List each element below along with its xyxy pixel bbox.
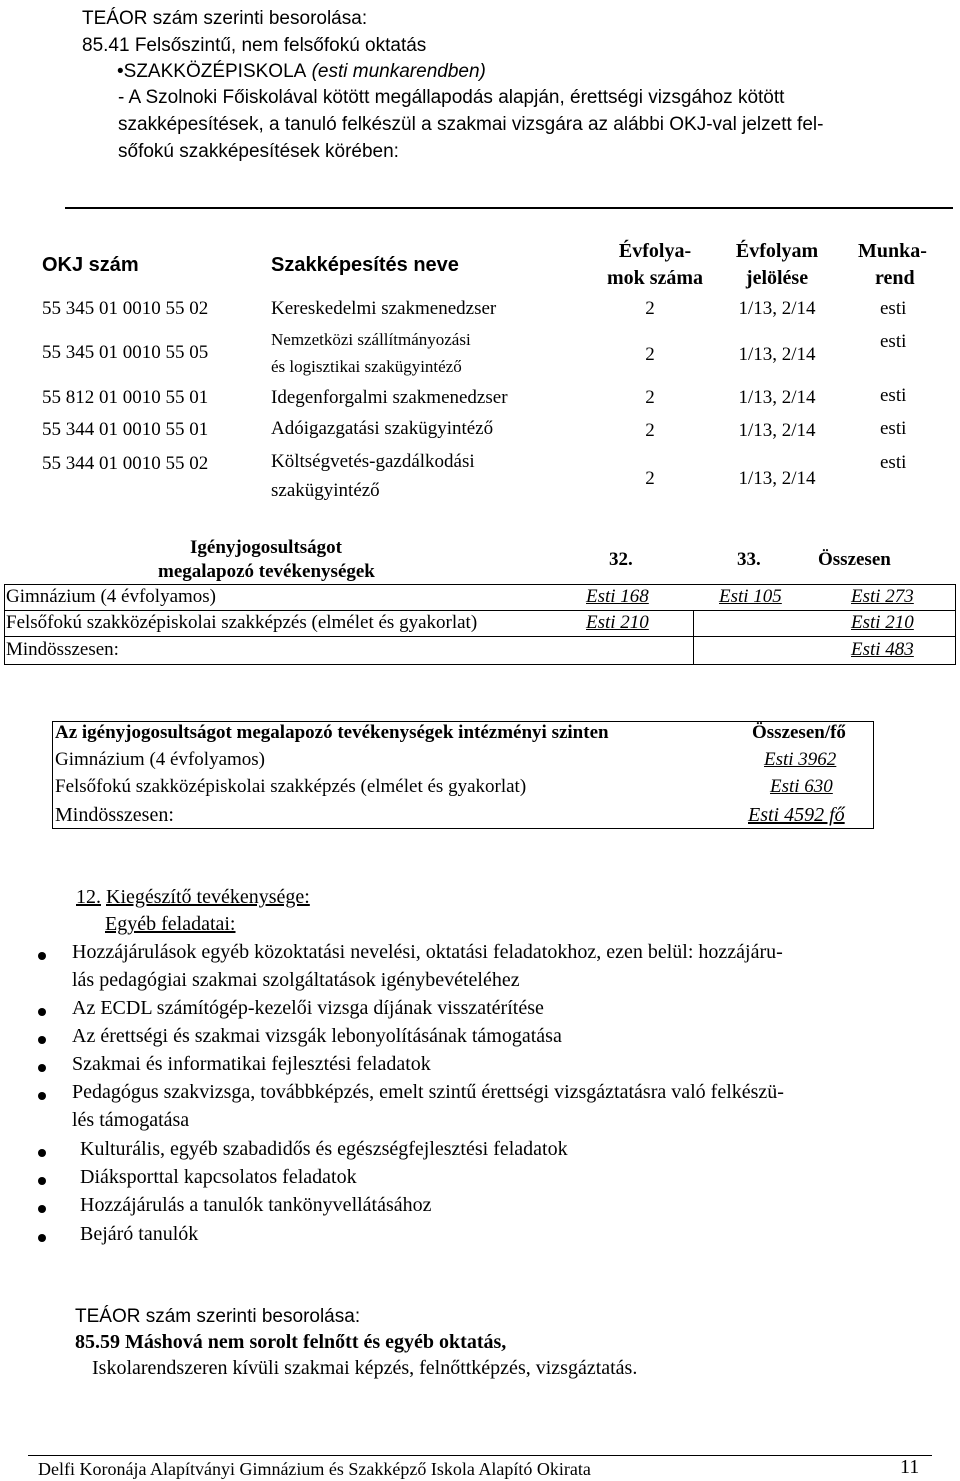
bullet-icon bbox=[38, 1149, 46, 1157]
entitlement-row-total: Esti 273 bbox=[851, 586, 914, 607]
institution-row-label: Gimnázium (4 évfolyamos) bbox=[55, 749, 266, 770]
okj-row-count: 2 bbox=[645, 468, 655, 489]
entitlement-row-total: Esti 210 bbox=[851, 612, 914, 633]
okj-row-name: Kereskedelmi szakmenedzser bbox=[271, 298, 497, 319]
institution-row-label: Mindösszesen: bbox=[55, 804, 174, 826]
list-item: Hozzájárulás a tanulók tankönyvellátásához bbox=[80, 1194, 432, 1216]
okj-row-mark: 1/13, 2/14 bbox=[738, 344, 816, 365]
page-number: 11 bbox=[900, 1456, 920, 1478]
entitlement-row-c32: Esti 210 bbox=[586, 612, 649, 633]
okj-row-number: 55 344 01 0010 55 02 bbox=[42, 453, 209, 474]
table-rule bbox=[4, 584, 956, 585]
okj-row-number: 55 344 01 0010 55 01 bbox=[42, 419, 209, 440]
description-line-2: szakképesítések, a tanuló felkészül a szakmai vizsgára az alábbi OKJ-val jelzett fel- bbox=[118, 114, 824, 135]
okj-row-count: 2 bbox=[645, 420, 655, 441]
entitlement-header-line1: Igényjogosultságot bbox=[190, 537, 343, 558]
bullet-icon bbox=[38, 1008, 46, 1016]
okj-row-mark: 1/13, 2/14 bbox=[738, 468, 816, 489]
supplementary-title: Kiegészítő tevékenysége: bbox=[106, 886, 310, 908]
section-divider bbox=[65, 207, 953, 209]
bullet-icon bbox=[38, 1092, 46, 1100]
description-line-1: - A Szolnoki Főiskolával kötött megállapodás alapján, érettségi vizsgához kötött bbox=[118, 87, 785, 108]
okj-row-name-line1: Nemzetközi szállítmányozási bbox=[271, 330, 471, 349]
okj-row-number: 55 345 01 0010 55 05 bbox=[42, 342, 209, 363]
table-rule bbox=[873, 721, 874, 828]
teaor-label: TEÁOR szám szerinti besorolása: bbox=[82, 8, 368, 29]
okj-row-mode: esti bbox=[880, 452, 907, 473]
supplementary-heading bbox=[76, 886, 310, 909]
okj-row-mode: esti bbox=[880, 385, 907, 406]
bottom-teaor-desc: Iskolarendszeren kívüli szakmai képzés, felnőttképzés, vizsgáztatás. bbox=[92, 1357, 638, 1379]
entitlement-header-line2: megalapozó tevékenységek bbox=[158, 561, 375, 582]
table-rule bbox=[52, 721, 53, 828]
okj-header-mode-1: Munka- bbox=[858, 240, 927, 262]
okj-row-name-line1: Költségvetés-gazdálkodási bbox=[271, 451, 475, 472]
school-type-note: (esti munkarendben) bbox=[306, 61, 486, 82]
okj-header-name: Szakképesítés neve bbox=[271, 254, 459, 276]
table-rule bbox=[4, 584, 5, 664]
table-rule bbox=[4, 610, 956, 611]
description-line-3: sőfokú szakképesítések körében: bbox=[118, 141, 399, 162]
okj-row-name-line2: és logisztikai szakügyintéző bbox=[271, 357, 462, 376]
school-type-label: •SZAKKÖZÉPISKOLA bbox=[117, 61, 307, 82]
bullet-icon bbox=[38, 1036, 46, 1044]
bottom-teaor-label: TEÁOR szám szerinti besorolása: bbox=[75, 1306, 361, 1327]
okj-header-count-1: Évfolya- bbox=[618, 240, 692, 262]
entitlement-row-label: Mindösszesen: bbox=[6, 639, 119, 660]
entitlement-col-33: 33. bbox=[737, 549, 761, 570]
list-item-continuation: lés támogatása bbox=[72, 1109, 190, 1131]
bullet-icon bbox=[38, 1234, 46, 1242]
footer-text: Delfi Koronája Alapítványi Gimnázium és Szakképző Iskola Alapító Okirata bbox=[38, 1459, 591, 1479]
bullet-icon bbox=[38, 952, 46, 960]
okj-row-count: 2 bbox=[645, 344, 655, 365]
entitlement-row-total: Esti 483 bbox=[851, 639, 914, 660]
entitlement-col-32: 32. bbox=[609, 549, 633, 570]
okj-row-mark: 1/13, 2/14 bbox=[738, 387, 816, 408]
okj-row-number: 55 345 01 0010 55 02 bbox=[42, 298, 209, 319]
list-item: Bejáró tanulók bbox=[80, 1223, 199, 1245]
list-item: Diáksporttal kapcsolatos feladatok bbox=[80, 1166, 357, 1188]
table-rule bbox=[955, 584, 956, 664]
okj-row-mode: esti bbox=[880, 331, 907, 352]
entitlement-row-c33: Esti 105 bbox=[719, 586, 782, 607]
entitlement-row-c32: Esti 168 bbox=[586, 586, 649, 607]
table-rule bbox=[4, 636, 956, 637]
okj-row-name-line2: szakügyintéző bbox=[271, 480, 380, 501]
bullet-icon bbox=[38, 1064, 46, 1072]
list-item: Az érettségi és szakmai vizsgák lebonyolításának támogatása bbox=[72, 1025, 562, 1047]
institution-row-value: Esti 3962 bbox=[764, 749, 837, 770]
okj-row-name: Idegenforgalmi szakmenedzser bbox=[271, 387, 508, 408]
list-item: Kulturális, egyéb szabadidős és egészségfejlesztési feladatok bbox=[80, 1138, 568, 1160]
institution-row-value: Esti 4592 fő bbox=[748, 804, 845, 826]
supplementary-number: 12. bbox=[76, 886, 101, 908]
okj-row-name: Adóigazgatási szakügyintéző bbox=[271, 418, 494, 439]
okj-header-mode-2: rend bbox=[875, 267, 915, 289]
institution-header: Az igényjogosultságot megalapozó tevékenységek intézményi szinten bbox=[55, 722, 609, 743]
okj-row-count: 2 bbox=[645, 387, 655, 408]
institution-row-label: Felsőfokú szakközépiskolai szakképzés (elmélet és gyakorlat) bbox=[55, 776, 527, 797]
bullet-icon bbox=[38, 1205, 46, 1213]
okj-row-mode: esti bbox=[880, 418, 907, 439]
table-rule bbox=[4, 664, 956, 665]
teaor-code-title: 85.41 Felsőszintű, nem felsőfokú oktatás bbox=[82, 35, 427, 56]
okj-header-mark-2: jelölése bbox=[745, 267, 809, 289]
institution-header-total: Összesen/fő bbox=[752, 722, 846, 743]
school-type bbox=[117, 59, 486, 85]
okj-row-mark: 1/13, 2/14 bbox=[738, 298, 816, 319]
okj-row-count: 2 bbox=[645, 298, 655, 319]
okj-header-count-2: mok száma bbox=[606, 267, 704, 289]
list-item: Az ECDL számítógép-kezelői vizsga díjának visszatérítése bbox=[72, 997, 544, 1019]
institution-row-value: Esti 630 bbox=[770, 776, 833, 797]
bottom-teaor-code-title: 85.59 Máshová nem sorolt felnőtt és egyéb oktatás, bbox=[75, 1331, 507, 1353]
table-rule bbox=[52, 828, 874, 829]
list-item: Hozzájárulások egyéb közoktatási nevelési, oktatási feladatokhoz, ezen belül: hozzájáru- bbox=[72, 941, 783, 963]
okj-header-mark-1: Évfolyam bbox=[735, 240, 819, 262]
okj-row-mark: 1/13, 2/14 bbox=[738, 420, 816, 441]
entitlement-row-label: Felsőfokú szakközépiskolai szakképzés (elmélet és gyakorlat) bbox=[6, 612, 478, 633]
entitlement-col-total: Összesen bbox=[818, 549, 891, 570]
list-item: Szakmai és informatikai fejlesztési feladatok bbox=[72, 1053, 431, 1075]
okj-header-number: OKJ szám bbox=[42, 254, 139, 276]
footer-rule bbox=[28, 1455, 932, 1456]
entitlement-row-label: Gimnázium (4 évfolyamos) bbox=[6, 586, 217, 607]
bullet-icon bbox=[38, 1177, 46, 1185]
table-rule bbox=[693, 610, 694, 664]
supplementary-subtitle: Egyéb feladatai: bbox=[105, 913, 236, 935]
list-item-continuation: lás pedagógiai szakmai szolgáltatások igénybevételéhez bbox=[72, 969, 520, 991]
okj-row-number: 55 812 01 0010 55 01 bbox=[42, 387, 209, 408]
okj-row-mode: esti bbox=[880, 298, 907, 319]
list-item: Pedagógus szakvizsga, továbbképzés, emelt szintű érettségi vizsgáztatásra való felkészü- bbox=[72, 1081, 784, 1103]
